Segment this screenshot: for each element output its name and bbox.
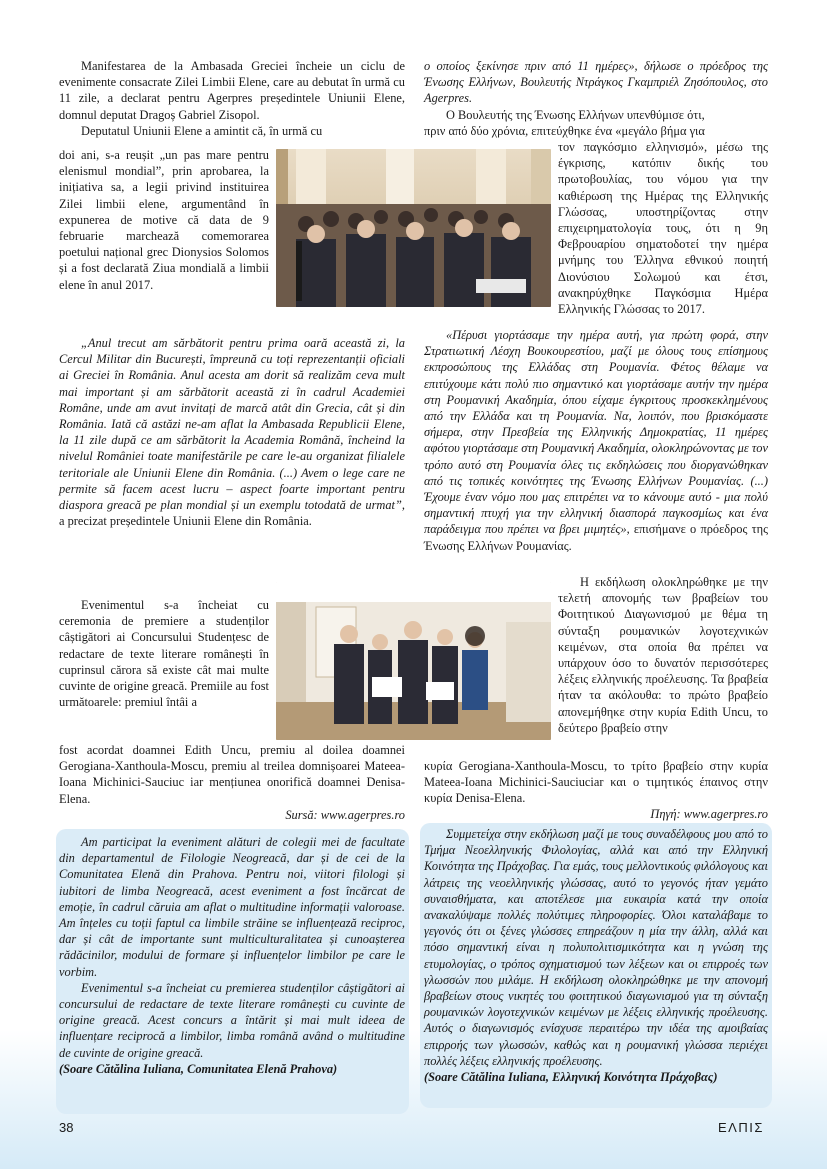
- right-column-top: [424, 58, 768, 139]
- testimonial-greek-signature: (Soare Cătălina Iuliana, Ελληνική Κοινότητα Πράχοβας): [424, 1070, 718, 1085]
- right-paragraph-2-line-b: πριν από δύο χρόνια, επιτεύχθηκε ένα «μεγάλο βήμα για: [424, 123, 705, 138]
- testimonial-romanian-p2: Evenimentul s-a încheiat cu premierea studenților câștigători ai concursului de redactare de texte literare românești cu cuvinte de origine greacă. Acest concurs a întărit și mai mult ideea de influențare reciprocă a limbilor, limba română având o multitudine de cuvinte de origine greacă.: [59, 980, 405, 1060]
- right-paragraph-4-wrap: Η εκδήλωση ολοκληρώθηκε με την τελετή απονομής των βραβείων του Φοιτητικού Διαγωνισμού με θέμα τη σύνταξη ρουμανικών λογοτεχνικών κειμένων, στα οποία θα πρέπει να υπάρχουν όσο το δυνατόν περισσότερες λέξεις ελληνικής προέλευσης. Τα βραβεία ήταν τα ακόλουθα: το πρώτο βραβείο απονεμήθηκε στην κυρία Edith Uncu, το δεύτερο βραβείο στην: [558, 575, 768, 735]
- right-quote-tail: επισήμανε ο πρόεδρος της Ένωσης Ελλήνων Ρουμανίας.: [424, 522, 768, 553]
- left-paragraph-2-line: Deputatul Uniunii Elene a amintit că, în urmă cu: [81, 123, 323, 138]
- testimonial-greek-p1: Συμμετείχα στην εκδήλωση μαζί με τους συναδέλφους μου από το Τμήμα Νεοελληνικής Φιλολογίας, αλλά και από την Ελληνική Κοινότητα της Πράχοβας. Για εμάς, τους μελλοντικούς φιλόλογους και λάτρεις της νεοελληνικής γλώσσας, αυτό το γεγονός ήταν γεμάτο συναισθήματα, και αποτέλεσε μια ευκαιρία κατά την οποία ανακαλύψαμε πολλές πολύτιμες πληροφορίες. Όλοι καταλάβαμε το γεγονός ότι οι ξένες γλώσσες επηρεάζουν η μία την άλλη, αλλά και πόσο σημαντική είναι η πολυπολιτισμικότητα και η γνώση της ετυμολογίας, ο τρόπος σχηματισμού των λέξεων και οι επιρροές των γλωσσών που μιλάμε. Η εκδήλωση ολοκληρώθηκε με την απονομή βραβείων στους νικητές του φοιτητικού διαγωνισμού για τη σύνταξη ρουμανικών λογοτεχνικών κειμένων με λέξεις ελληνικής προέλευσης. Αυτός ο διαγωνισμός ενίσχυσε περαιτέρω την ιδέα της αμοιβαίας επιρροής των γλωσσών, καθώς και η ρουμανική γλώσσα περιέχει πολλές λέξεις ελληνικής προέλευσης.: [424, 827, 768, 1068]
- left-quote-tail: a precizat președintele Uniunii Elene din România.: [59, 514, 312, 529]
- right-quote-block: [424, 327, 768, 554]
- right-source: Πηγή: www.agerpres.ro: [650, 807, 768, 821]
- testimonial-romanian-p1: Am participat la eveniment alături de colegii mei de facultate din departamentul de Filologie Neogreacă, dar și de cei de la Comunitatea Elenă din Prahova. Pentru noi, viitori filologi și iubitori de limba Neogreacă, acest eveniment a fost încărcat de emoție, în cadrul căruia am aflat o multitudine informații valoroase. Am înțeles cu toții faptul ca limbile străine se influențează reciproc, dar și cât de importante sunt multiculturalitatea și cunoașterea rădăcinilor, modului de formare și influențelor limbilor pe care le vorbim.: [59, 835, 405, 979]
- right-p1-text: ο οποίος ξεκίνησε πριν από 11 ημέρες», δήλωσε ο πρόεδρος της Ένωσης Ελλήνων, Βουλευτής Ντράγκος Γκαμπριέλ Ζησόπουλος, στο Agerpres.: [424, 59, 768, 106]
- testimonial-romanian-signature: (Soare Cătălina Iuliana, Comunitatea Elenă Prahova): [59, 1061, 338, 1076]
- right-paragraph-2-line-a: Ο Βουλευτής της Ένωσης Ελλήνων υπενθύμισε ότι,: [446, 107, 705, 122]
- left-quote-block: [59, 335, 405, 529]
- left-source: Sursă: www.agerpres.ro: [285, 808, 405, 822]
- left-quote: „Anul trecut am sărbătorit pentru prima oară această zi, la Cercul Militar din București, împreună cu toți reprezentanții oficiali ai Greciei în România. Anul acesta am dorit să realizăm ceva mult mai important și am sărbătorit această zi în cadrul Academiei Române, unde am avut invitați de marcă atât din Grecia, cât și din România. Iată că astăzi ne-am aflat la Ambasada Republicii Elene, la 11 zile după ce am sărbătorit la Academia Română, încheind la nivelul României toate manifestările pe care le-au organizat filialele teritoriale ale Uniunii Elene din România. (...) Avem o lege care ne permite să facem acest lucru – aspect foarte important pentru diaspora greacă pe plan mondial și un exemplu totodată de urmat”,: [59, 336, 405, 513]
- magazine-name: ΕΛΠΙΣ: [718, 1120, 764, 1135]
- left-paragraph-4-full: fost acordat doamnei Edith Uncu, premiu al doilea doamnei Gerogiana-Xanthoula-Moscu, premiu al treilea domnișoarei Mateea-Ioana Michinici-Sauciuc iar mențiunea onorifică doamnei Denisa-Elena.: [59, 743, 405, 806]
- right-paragraph-4-full: κυρία Gerogiana-Xanthoula-Moscu, το τρίτο βραβείο στην κυρία Mateea-Ioana Michinici-Sauciuciar και ο τιμητικός έπαινος στην κυρία Denisa-Elena.: [424, 759, 768, 806]
- page-number: 38: [59, 1120, 74, 1135]
- left-paragraph-2-wrap: doi ani, s-a reușit „un pas mare pentru elenismul mondial”, prin aprobarea, la inițiativa sa, a legii privind instituirea Zilei limbii elene, argumentând în expunerea de motive că data de 9 februarie marchează comemorarea poetului național grec Dionysios Solomos și a fost declarată Ziua mondială a limbii elene în anul 2017.: [59, 148, 269, 292]
- left-column: [59, 58, 405, 139]
- testimonial-greek-text: [424, 826, 768, 1085]
- right-quote: «Πέρυσι γιορτάσαμε την ημέρα αυτή, για πρώτη φορά, στην Στρατιωτική Λέσχη Βουκουρεστίου, μαζί με όλους τους επίσημους εκπροσώπους της Ελλάδας στη Ρουμανία. Φέτος θέλαμε να επιτύχουμε κάτι πολύ πιο σημαντικό και γιορτάσαμε αυτήν την ημέρα στη Ρουμανική Ακαδημία, όπου είχαμε έγκριτους προσκεκλημένους από την Ελλάδα και τη Ρουμανία. Να, λοιπόν, που βρισκόμαστε σήμερα, στην Πρεσβεία της Ελληνικής Δημοκρατίας, 11 ημέρες αφότου γιορτάσαμε στη Ρουμανική Ακαδημία, ολοκληρώνοντας με τον τρόπο αυτό στη Ρουμανία όλες τις εκδηλώσεις που διοργανώθηκαν από τις τοπικές κοινότητες της Ένωσης Ελλήνων Ρουμανίας. (...) Έχουμε έναν νόμο που μας επιτρέπει να το κάνουμε αυτό - μια πολύ σημαντική πτυχή για την ελληνική διασπορά παγκοσμίως και ένα παράδειγμα που πρέπει να βρει μιμητές»,: [424, 328, 768, 537]
- left-paragraph-1: Manifestarea de la Ambasada Greciei încheie un ciclu de evenimente consacrate Zilei Limbii Elene, care au debutat în urmă cu 11 zile, a declarat pentru Agerpres președintele Uniunii Elene, domnul deputat Dragoș Gabriel Zisopol.: [59, 59, 405, 122]
- audience-photo: [276, 149, 551, 307]
- right-paragraph-2-wrap: τον παγκόσμιο ελληνισμό», μέσω της έγκρισης, κατόπιν δικής του πρωτοβουλίας, του νόμου για την καθιέρωση της Ημέρας της Ελληνικής Γλώσσας, υποστηρίζοντας στην επιχειρηματολογία τους, ότι η 9η Φεβρουαρίου σηματοδοτεί την ημέρα μνήμης του Έλληνα εθνικού ποιητή Διονύσιου Σολωμού και έτσι, ανακηρύχθηκε Παγκόσμια Ημέρα Ελληνικής Γλώσσας το 2017.: [558, 140, 768, 317]
- testimonial-romanian-text: [59, 834, 405, 1077]
- right-paragraph-1: [424, 58, 768, 107]
- left-paragraph-4-wrap: Evenimentul s-a încheiat cu ceremonia de premiere a studenților câștigători ai Concursului Studențesc de redactare de texte literare românești în cuprinsul cărora să existe cât mai multe cuvinte de origine greacă. Premiile au fost următoarele: premiul întâi a: [59, 598, 269, 710]
- award-ceremony-photo: [276, 582, 551, 740]
